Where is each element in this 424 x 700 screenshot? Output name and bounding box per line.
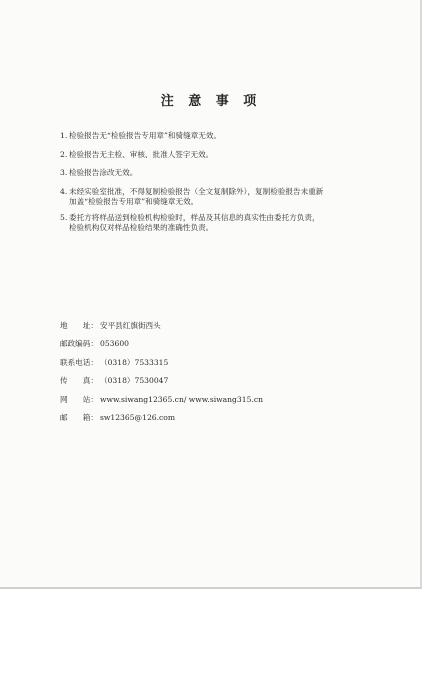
- contact-website-row: [60, 395, 380, 405]
- postcode-value: 053600: [100, 339, 129, 349]
- notice-item-3: [60, 168, 370, 178]
- notice-text-line2: 加盖“检验报告专用章”和骑缝章无效。: [69, 196, 199, 206]
- notice-number: 4.: [60, 186, 68, 196]
- fax-label: 传 真：: [60, 376, 98, 386]
- email-value: sw12365@126.com: [100, 412, 176, 422]
- notice-number: 3.: [60, 168, 68, 177]
- contact-address-row: [60, 321, 380, 331]
- contact-phone-row: [60, 358, 380, 368]
- notice-text: 检验报告无“检验报告专用章”和骑缝章无效。: [69, 131, 222, 140]
- website-value: www.siwang12365.cn/ www.siwang315.cn: [100, 394, 263, 404]
- contact-email-row: [60, 413, 380, 423]
- notice-text-line2: 检验机构仅对样品检验结果的准确性负责。: [69, 222, 214, 232]
- notice-number: 1.: [60, 131, 68, 140]
- contact-fax-row: [60, 376, 380, 386]
- page-title: 注 意 事 项: [160, 94, 262, 109]
- phone-label: 联系电话：: [60, 357, 98, 367]
- notice-list: [60, 131, 370, 239]
- email-label: 邮 箱：: [60, 412, 98, 422]
- notice-text-line1: 未经实验室批准，不得复制检验报告（全文复制除外），复制检验报告未重新: [69, 186, 324, 196]
- phone-value: （0318）7533315: [100, 357, 169, 367]
- address-value: 安平县红旗街西头: [100, 321, 161, 330]
- notice-text: 检验报告无主检、审核、批准人签字无效。: [69, 149, 214, 159]
- contact-info: [60, 321, 380, 431]
- notice-item-1: [60, 131, 370, 141]
- fax-value: （0318）7530047: [100, 376, 169, 386]
- website-label: 网 站：: [60, 394, 98, 404]
- notice-item-4: [60, 187, 370, 207]
- notice-item-5: [60, 213, 370, 233]
- postcode-label: 邮政编码：: [60, 339, 98, 349]
- notice-number: 2.: [60, 149, 68, 159]
- notice-text-line1: 委托方将样品送到检验机构检验时，样品及其信息的真实性由委托方负责，: [69, 212, 320, 222]
- address-label: 地 址：: [60, 321, 98, 330]
- notice-text: 检验报告涂改无效。: [69, 168, 138, 177]
- notice-number: 5.: [60, 212, 68, 222]
- notice-item-2: [60, 150, 370, 160]
- contact-postcode-row: [60, 339, 380, 349]
